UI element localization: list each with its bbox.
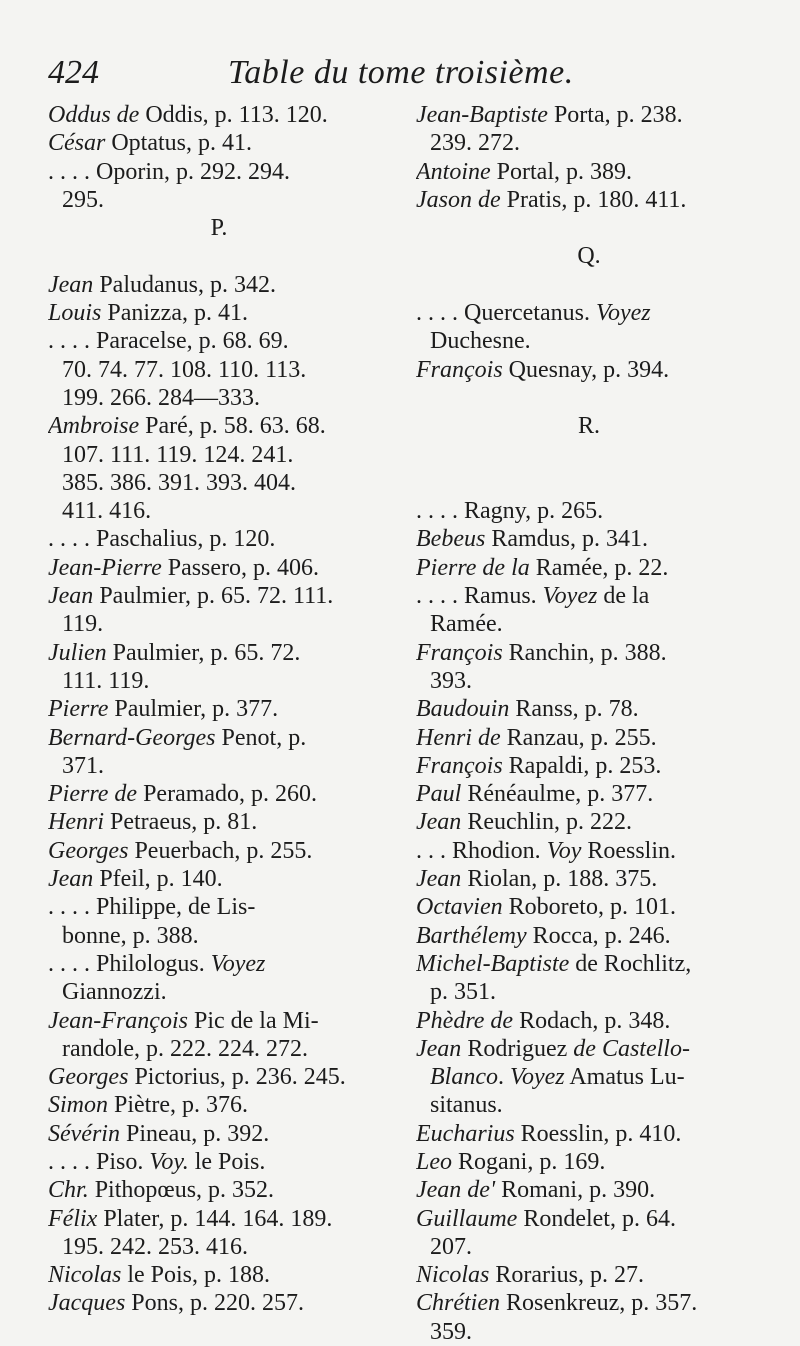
index-entry [416, 695, 762, 723]
entry-italic-text: François [416, 752, 509, 779]
index-entry [48, 271, 390, 299]
entry-continuation [416, 667, 762, 695]
entry-text: p. 351. [430, 979, 496, 1006]
entry-italic-text: Jacques [48, 1290, 132, 1317]
entry-text: Ranss, p. 78. [515, 696, 639, 723]
running-title: Table du tome troisième. [228, 54, 574, 91]
entry-text: Paludanus, p. 342. [99, 271, 276, 298]
entry-text: Romani, p. 390. [501, 1177, 656, 1204]
index-entry [48, 129, 390, 157]
entry-italic-text: Jean-François [48, 1007, 194, 1034]
entry-italic-text: Nicolas [416, 1262, 496, 1289]
index-entry [416, 1120, 762, 1148]
index-entry [416, 808, 762, 836]
index-entry [48, 412, 390, 440]
entry-italic-text: Henri de [416, 724, 507, 751]
entry-text: . . . . Philologus. [48, 950, 211, 977]
entry-italic-text: Barthélemy [416, 922, 533, 949]
entry-text: 371. [62, 752, 104, 779]
index-entry [48, 158, 390, 186]
entry-continuation [416, 1233, 762, 1261]
entry-italic-text: Guillaume [416, 1205, 524, 1232]
entry-continuation [48, 922, 390, 950]
spacer [416, 441, 762, 469]
index-entry [48, 808, 390, 836]
entry-text: 393. [430, 667, 472, 694]
entry-text: Piètre, p. 376. [114, 1092, 248, 1119]
index-entry [48, 1261, 390, 1289]
index-entry [416, 752, 762, 780]
index-entry [416, 950, 762, 978]
entry-text: Reuchlin, p. 222. [467, 809, 632, 836]
index-entry [48, 1120, 390, 1148]
entry-text: 411. 416. [62, 498, 152, 525]
index-entry [416, 1176, 762, 1204]
entry-text: Paré, p. 58. 63. 68. [145, 413, 326, 440]
entry-text: Rodach, p. 348. [519, 1007, 671, 1034]
entry-italic-text: Eucharius [416, 1120, 521, 1147]
index-entry [48, 865, 390, 893]
entry-text: 107. 111. 119. 124. 241. [62, 441, 294, 468]
entry-italic-text: Voyez [210, 950, 266, 977]
index-entry [416, 582, 762, 610]
index-entry [48, 1007, 390, 1035]
entry-italic-text: Pierre de [48, 781, 144, 808]
entry-text: Giannozzi. [62, 979, 167, 1006]
entry-italic-text: Blanco [430, 1064, 498, 1091]
entry-italic-text: Henri [48, 809, 110, 836]
spacer [416, 384, 762, 412]
index-entry [416, 554, 762, 582]
entry-text: Ramdus, p. 341. [491, 526, 648, 553]
entry-continuation [48, 441, 390, 469]
entry-text: Pfeil, p. 140. [99, 866, 223, 893]
entry-text: Pratis, p. 180. 411. [506, 186, 687, 213]
entry-text: Amatus Lu- [564, 1064, 685, 1091]
index-entry [48, 554, 390, 582]
index-entry [416, 865, 762, 893]
index-column-left [48, 101, 390, 1318]
index-entry [416, 724, 762, 752]
entry-text: Pic de la Mi- [193, 1007, 319, 1034]
entry-text: le Pois, p. 188. [127, 1262, 271, 1289]
index-entry [48, 1091, 390, 1119]
entry-continuation [48, 384, 390, 412]
index-entry [48, 1148, 390, 1176]
entry-text: Ranzau, p. 255. [506, 724, 657, 751]
section-letter [48, 214, 390, 242]
entry-italic-text: Oddus de [48, 102, 146, 128]
entry-text: Roesslin, p. 410. [520, 1120, 682, 1147]
entry-italic-text: Bebeus [416, 526, 492, 553]
entry-italic-text: Voyez [509, 1064, 565, 1091]
index-entry [48, 695, 390, 723]
entry-text: Ranchin, p. 388. [508, 639, 667, 666]
entry-italic-text: Ambroise [48, 413, 146, 440]
entry-text: . . . . Paschalius, p. 120. [48, 526, 276, 553]
entry-italic-text: Pierre de la [416, 554, 536, 581]
entry-text: le Pois. [188, 1148, 266, 1175]
entry-text: Panizza, p. 41. [107, 300, 248, 327]
entry-italic-text: Georges [48, 837, 135, 864]
entry-text: Rondelet, p. 64. [523, 1205, 676, 1232]
entry-continuation [416, 327, 762, 355]
entry-italic-text: Julien [48, 639, 113, 666]
entry-continuation [416, 1318, 762, 1346]
entry-continuation [416, 1091, 762, 1119]
entry-italic-text: Georges [48, 1064, 135, 1091]
entry-italic-text: Phèdre de [416, 1007, 520, 1034]
entry-italic-text: Félix [48, 1205, 104, 1232]
entry-text: . . . . Oporin, p. 292. 294. [48, 158, 290, 185]
index-entry [48, 582, 390, 610]
index-entry [48, 893, 390, 921]
entry-continuation [416, 610, 762, 638]
entry-continuation [48, 752, 390, 780]
entry-text: 195. 242. 253. 416. [62, 1233, 248, 1260]
entry-text: . . . . Piso. [48, 1148, 150, 1175]
entry-text: Penot, p. [221, 724, 307, 751]
entry-text: Duchesne. [430, 328, 531, 355]
index-entry [416, 639, 762, 667]
entry-text: Plater, p. 144. 164. 189. [103, 1205, 333, 1232]
entry-italic-text: Jean-Pierre [48, 554, 168, 581]
entry-italic-text: François [416, 356, 509, 383]
entry-text: 199. 266. 284—333. [62, 384, 260, 411]
entry-italic-text: Chr. [48, 1177, 95, 1204]
index-entry [416, 1035, 762, 1063]
entry-text: bonne, p. 388. [62, 922, 199, 949]
index-entry [48, 101, 390, 129]
index-entry [48, 950, 390, 978]
index-entry [416, 186, 762, 214]
entry-italic-text: Jean-Baptiste [416, 102, 554, 128]
entry-continuation [48, 497, 390, 525]
entry-text: . [497, 1064, 510, 1091]
entry-text: Peuerbach, p. 255. [134, 837, 313, 864]
entry-text: Rapaldi, p. 253. [508, 752, 662, 779]
entry-text: . . . . Philippe, de Lis- [48, 894, 256, 921]
spacer [416, 469, 762, 497]
index-entry [416, 101, 762, 129]
entry-text: sitanus. [430, 1092, 503, 1119]
section-letter [416, 242, 762, 270]
entry-italic-text: Bernard-Georges [48, 724, 222, 751]
entry-text: R. [577, 413, 600, 440]
index-entry [48, 780, 390, 808]
entry-text: 359. [430, 1318, 472, 1345]
entry-italic-text: Chrétien [416, 1290, 506, 1317]
spacer [416, 271, 762, 299]
entry-text: Rorarius, p. 27. [495, 1262, 644, 1289]
entry-continuation [48, 667, 390, 695]
entry-text: Peramado, p. 260. [143, 781, 318, 808]
entry-italic-text: Jean [48, 583, 100, 610]
entry-text: Petraeus, p. 81. [110, 809, 258, 836]
entry-text: Optatus, p. 41. [111, 130, 253, 157]
spacer [416, 214, 762, 242]
entry-text: Pineau, p. 392. [125, 1120, 270, 1147]
index-entry [416, 497, 762, 525]
entry-text: Rocca, p. 246. [532, 922, 671, 949]
entry-italic-text: Louis [48, 300, 108, 327]
entry-text: Quesnay, p. 394. [508, 356, 670, 383]
entry-continuation [48, 1035, 390, 1063]
entry-continuation [416, 1063, 762, 1091]
section-letter [416, 412, 762, 440]
index-entry [48, 1289, 390, 1317]
entry-text: Passero, p. 406. [167, 554, 320, 581]
entry-italic-text: Voyez [595, 300, 651, 327]
index-entry [416, 1007, 762, 1035]
index-entry [416, 1148, 762, 1176]
entry-continuation [48, 356, 390, 384]
entry-italic-text: Simon [48, 1092, 114, 1119]
entry-italic-text: Baudouin [416, 696, 516, 723]
index-entry [48, 639, 390, 667]
index-entry [48, 1063, 390, 1091]
index-entry [416, 299, 762, 327]
entry-text: 119. [62, 611, 104, 638]
entry-italic-text: Jean [416, 866, 468, 893]
entry-italic-text: Paul [416, 781, 468, 808]
entry-text: Pithopœus, p. 352. [94, 1177, 275, 1204]
entry-continuation [48, 610, 390, 638]
entry-text: Oddis, p. 113. 120. [145, 102, 328, 128]
entry-italic-text: de Castello- [573, 1035, 690, 1062]
entry-italic-text: Jean de' [416, 1177, 502, 1204]
entry-italic-text: Pierre [48, 696, 115, 723]
entry-continuation [48, 469, 390, 497]
entry-text: Ramée. [430, 611, 503, 638]
index-entry [48, 724, 390, 752]
entry-text: 70. 74. 77. 108. 110. 113. [62, 356, 307, 383]
index-entry [416, 780, 762, 808]
index-entry [416, 525, 762, 553]
entry-italic-text: Leo [416, 1148, 458, 1175]
entry-text: Riolan, p. 188. 375. [467, 866, 658, 893]
entry-text: de la [597, 583, 650, 610]
entry-text: . . . . Quercetanus. [416, 300, 596, 327]
entry-italic-text: César [48, 130, 112, 157]
entry-italic-text: Voy. [149, 1148, 189, 1175]
entry-text: Pons, p. 220. 257. [131, 1290, 304, 1317]
entry-text: 207. [430, 1233, 472, 1260]
entry-italic-text: Jean [48, 866, 100, 893]
index-entry [416, 356, 762, 384]
index-entry [416, 922, 762, 950]
entry-text: Rodriguez [467, 1035, 574, 1062]
index-entry [48, 1176, 390, 1204]
entry-italic-text: Jason de [416, 186, 507, 213]
index-entry [48, 299, 390, 327]
entry-continuation [48, 978, 390, 1006]
entry-text: Portal, p. 389. [496, 158, 632, 185]
entry-text: Roesslin. [581, 837, 677, 864]
entry-italic-text: Jean [416, 809, 468, 836]
entry-text: 111. 119. [62, 667, 150, 694]
entry-text: P. [210, 215, 228, 242]
entry-text: Q. [577, 243, 601, 270]
entry-continuation [48, 186, 390, 214]
entry-text: . . . . Ragny, p. 265. [416, 498, 604, 525]
index-entry [48, 327, 390, 355]
entry-italic-text: Voyez [542, 583, 598, 610]
entry-text: Roboreto, p. 101. [508, 894, 676, 921]
entry-text: Paulmier, p. 377. [114, 696, 279, 723]
entry-continuation [48, 1233, 390, 1261]
entry-italic-text: François [416, 639, 509, 666]
entry-text: . . . . Paracelse, p. 68. 69. [48, 328, 289, 355]
spacer [48, 242, 390, 270]
entry-text: Rénéaulme, p. 377. [467, 781, 654, 808]
entry-italic-text: Sévérin [48, 1120, 126, 1147]
index-entry [416, 1289, 762, 1317]
index-column-right [416, 101, 762, 1346]
entry-text: Porta, p. 238. [553, 102, 683, 128]
index-entry [48, 1205, 390, 1233]
entry-text: Rogani, p. 169. [458, 1148, 606, 1175]
index-entry [48, 525, 390, 553]
index-entry [416, 837, 762, 865]
page-number: 424 [48, 54, 99, 91]
entry-italic-text: Jean [416, 1035, 468, 1062]
index-entry [416, 1205, 762, 1233]
entry-text: . . . Rhodion. [416, 837, 547, 864]
entry-continuation [416, 978, 762, 1006]
index-entry [48, 837, 390, 865]
index-entry [416, 1261, 762, 1289]
entry-italic-text: Nicolas [48, 1262, 128, 1289]
entry-text: Paulmier, p. 65. 72. [112, 639, 301, 666]
index-entry [416, 158, 762, 186]
entry-text: Paulmier, p. 65. 72. 111. [99, 583, 334, 610]
entry-text: randole, p. 222. 224. 272. [62, 1035, 308, 1062]
entry-italic-text: Voy [546, 837, 582, 864]
entry-italic-text: Jean [48, 271, 100, 298]
entry-italic-text: Octavien [416, 894, 509, 921]
entry-italic-text: Antoine [416, 158, 497, 185]
entry-italic-text: Michel-Baptiste [416, 950, 576, 977]
entry-text: 239. 272. [430, 130, 520, 157]
entry-text: Ramée, p. 22. [535, 554, 669, 581]
entry-text: Rosenkreuz, p. 357. [506, 1290, 698, 1317]
page-header [48, 50, 768, 100]
index-entry [416, 893, 762, 921]
entry-continuation [416, 129, 762, 157]
entry-text: de Rochlitz, [575, 950, 692, 977]
entry-text: Pictorius, p. 236. 245. [134, 1064, 346, 1091]
entry-text: 295. [62, 186, 104, 213]
entry-text: 385. 386. 391. 393. 404. [62, 469, 296, 496]
entry-text: . . . . Ramus. [416, 583, 543, 610]
